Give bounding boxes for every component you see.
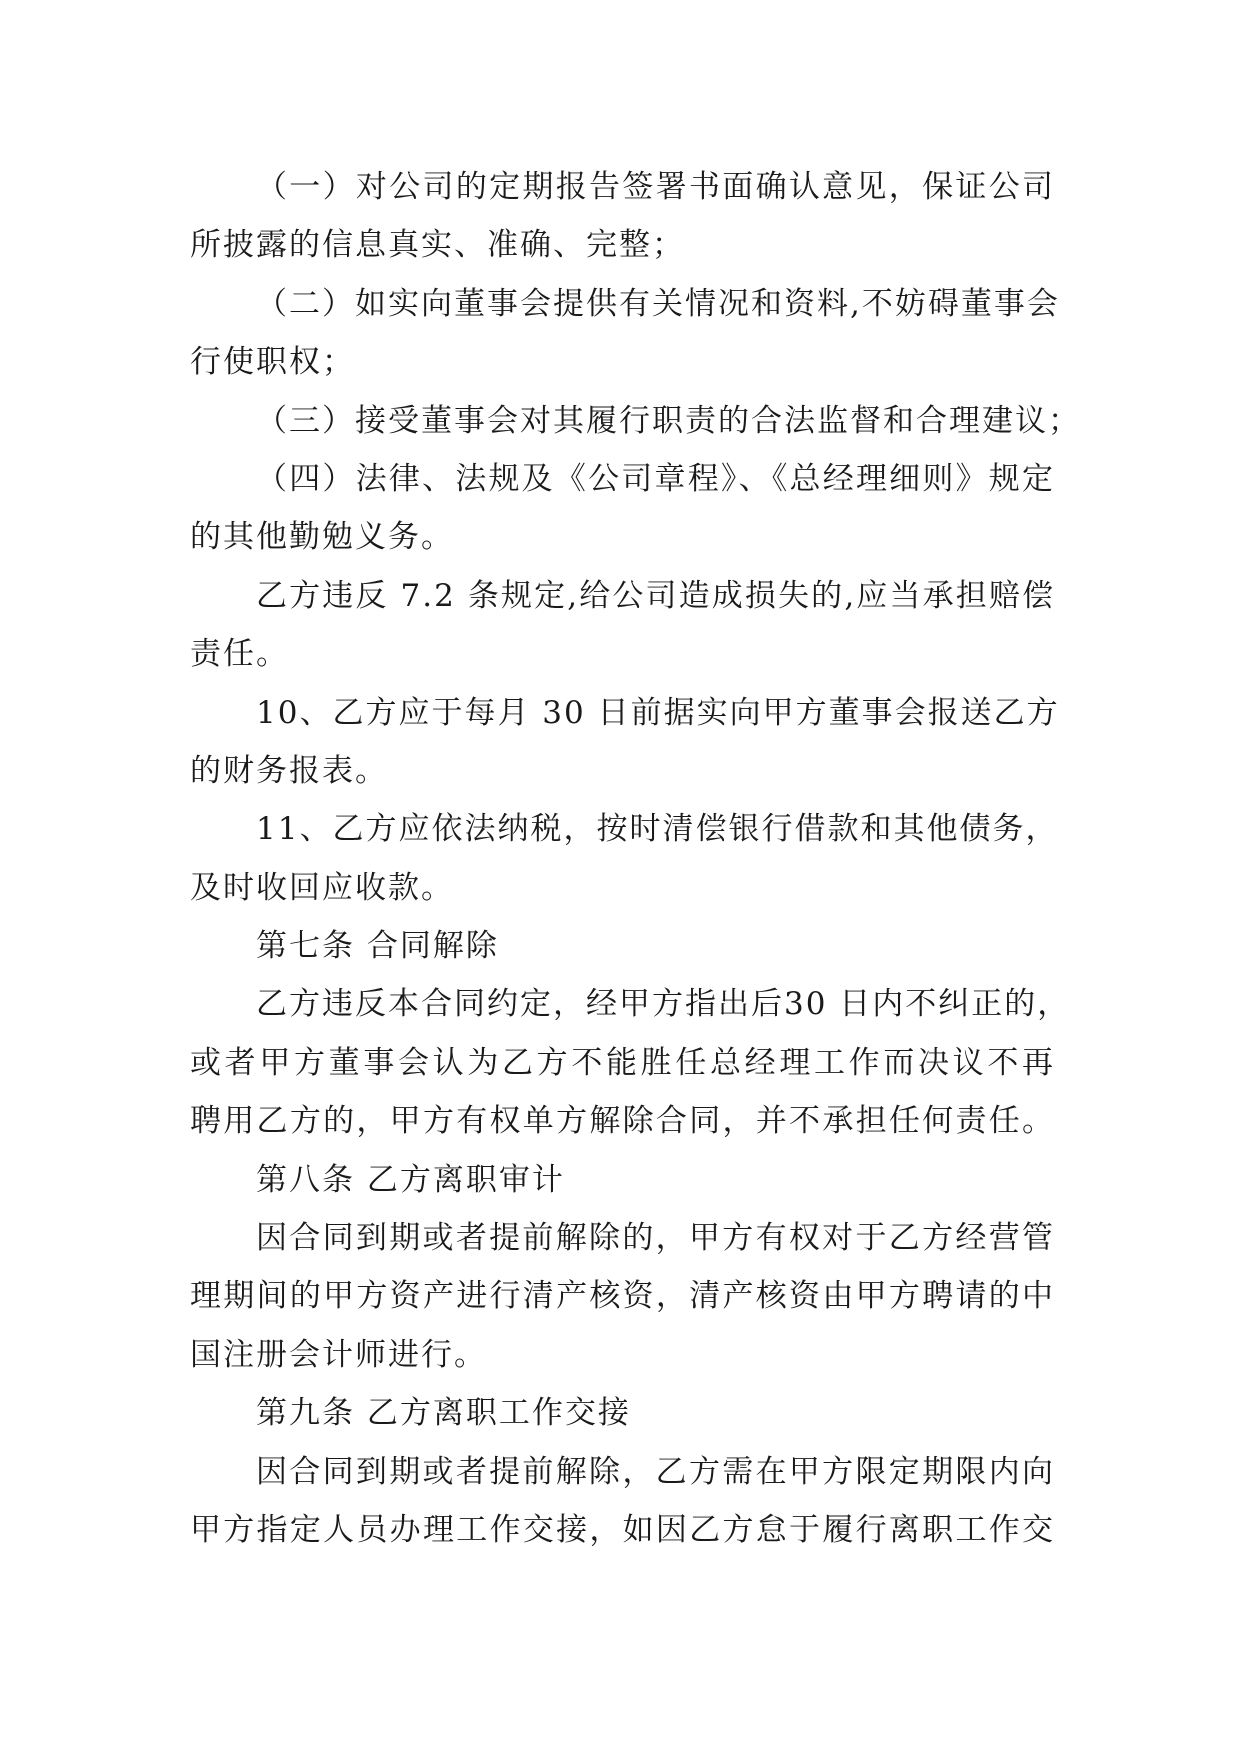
section-heading: 第八条 乙方离职审计 bbox=[256, 1161, 565, 1198]
paragraph-line: （二）如实向董事会提供有关情况和资料,不妨碍董事会 bbox=[256, 285, 1060, 322]
paragraph-line: （一）对公司的定期报告签署书面确认意见，保证公司 bbox=[256, 169, 1055, 205]
paragraph-line: 所披露的信息真实、准确、完整； bbox=[190, 227, 685, 264]
paragraph-line: 10、乙方应于每月 30 日前据实向甲方董事会报送乙方 bbox=[256, 694, 1060, 731]
paragraph-line: 乙方违反本合同约定，经甲方指出后30 日内不纠正的， bbox=[256, 986, 1071, 1023]
paragraph-line: 乙方违反 7.2 条规定,给公司造成损失的,应当承担赔偿 bbox=[256, 577, 1055, 614]
paragraph-line: 因合同到期或者提前解除的，甲方有权对于乙方经营管 bbox=[256, 1220, 1055, 1257]
paragraph-line: （四）法律、法规及《公司章程》、《总经理细则》规定 bbox=[256, 460, 1055, 497]
paragraph-line: 因合同到期或者提前解除，乙方需在甲方限定期限内向 bbox=[256, 1453, 1055, 1490]
paragraph-line: 及时收回应收款。 bbox=[190, 869, 454, 906]
paragraph-line: 甲方指定人员办理工作交接，如因乙方怠于履行离职工作交 bbox=[190, 1511, 1055, 1548]
section-heading: 第七条 合同解除 bbox=[256, 928, 499, 965]
paragraph-line: （三）接受董事会对其履行职责的合法监督和合理建议； bbox=[256, 402, 1081, 439]
paragraph-line: 11、乙方应依法纳税，按时清偿银行借款和其他债务， bbox=[256, 811, 1059, 848]
document-body bbox=[190, 158, 1081, 1559]
paragraph-line: 聘用乙方的，甲方有权单方解除合同，并不承担任何责任。 bbox=[190, 1103, 1055, 1140]
paragraph-line: 行使职权； bbox=[190, 344, 355, 381]
paragraph-line: 理期间的甲方资产进行清产核资，清产核资由甲方聘请的中 bbox=[190, 1278, 1055, 1315]
section-heading: 第九条 乙方离职工作交接 bbox=[256, 1395, 631, 1432]
paragraph-line: 的其他勤勉义务。 bbox=[190, 519, 454, 556]
paragraph-line: 或者甲方董事会认为乙方不能胜任总经理工作而决议不再 bbox=[190, 1044, 1055, 1081]
paragraph-line: 的财务报表。 bbox=[190, 752, 388, 789]
paragraph-line: 责任。 bbox=[190, 636, 289, 673]
paragraph-line: 国注册会计师进行。 bbox=[190, 1336, 487, 1373]
